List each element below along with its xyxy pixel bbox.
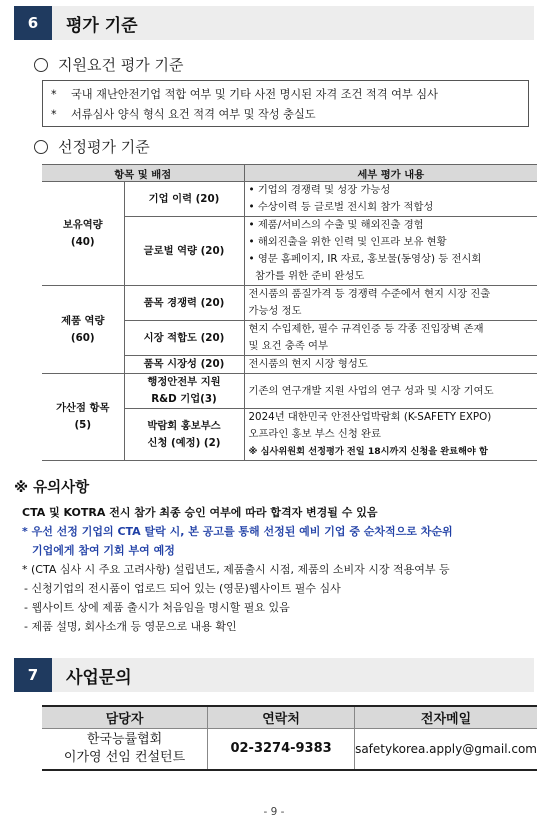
section-number: 6 — [14, 6, 52, 40]
detail-line: • 수상이력 등 글로벌 전시회 참가 적합성 — [248, 201, 434, 213]
caution-line: * 우선 선정 기업의 CTA 탈락 시, 본 공고를 통해 선정된 예비 기업 중 순차적으로 차순위 — [22, 525, 453, 538]
note-line — [51, 104, 522, 124]
group-name: 제품 역량 — [61, 314, 105, 327]
detail-line: 전시품의 품질가격 등 경쟁력 수준에서 현지 시장 진출 — [248, 288, 491, 300]
note-text: 국내 재난안전기업 적합 여부 및 기타 사전 명시된 자격 조건 적격 여부 심사 — [71, 88, 438, 101]
caution-line: - 제품 설명, 회사소개 등 영문으로 내용 확인 — [24, 620, 237, 633]
circle-bullet-icon — [34, 58, 48, 72]
detail-cell — [244, 182, 537, 217]
header-detail: 세부 평가 내용 — [244, 165, 537, 182]
group-name: 보유역량 — [62, 218, 103, 231]
caution-line: - 웹사이트 상에 제품 출시가 처음임을 명시할 필요 있음 — [24, 601, 290, 614]
asterisk-marker: * — [51, 107, 57, 121]
detail-line: 및 요건 충족 여부 — [248, 340, 328, 352]
group-cell — [42, 182, 124, 286]
header-person: 담당자 — [42, 706, 208, 728]
contact-table — [42, 705, 537, 771]
item-cell — [124, 409, 244, 461]
group-score: (60) — [70, 331, 95, 344]
header-category: 항목 및 배점 — [42, 165, 244, 182]
subheading-text: 지원요건 평가 기준 — [58, 56, 184, 74]
email-address[interactable]: safetykorea.apply@gmail.com — [355, 728, 537, 770]
subheading-eligibility — [34, 54, 183, 75]
detail-line: 참가를 위한 준비 완성도 — [248, 270, 365, 282]
contact-header-row — [42, 706, 537, 728]
table-header-row — [42, 165, 537, 182]
detail-cell — [244, 321, 537, 356]
detail-line: • 영문 홈페이지, IR 자료, 홍보물(동영상) 등 전시회 — [248, 253, 482, 265]
contact-person-cell — [42, 728, 208, 770]
item-cell: 품목 시장성 (20) — [124, 356, 244, 374]
group-cell — [42, 286, 124, 374]
group-score: (40) — [70, 235, 95, 248]
section-title: 사업문의 — [66, 667, 132, 688]
eligibility-note-box — [42, 80, 529, 127]
caution-line: * (CTA 심사 시 주요 고려사항) 설립년도, 제품출시 시점, 제품의 소비자 시장 적용여부 등 — [22, 563, 450, 576]
caution-line: CTA 및 KOTRA 전시 참가 최종 승인 여부에 따라 합격자 변경될 수 있음 — [22, 506, 378, 519]
table-row — [42, 182, 537, 217]
evaluation-criteria-table — [42, 164, 537, 461]
detail-line: 현지 수입제한, 필수 규격인증 등 각종 진입장벽 존재 — [248, 323, 484, 335]
contact-row — [42, 728, 537, 770]
item-cell: 품목 경쟁력 (20) — [124, 286, 244, 321]
detail-cell — [244, 356, 537, 374]
subheading-selection — [34, 136, 150, 157]
item-line: 행정안전부 지원 — [147, 376, 221, 388]
subheading-text: 선정평가 기준 — [58, 138, 150, 156]
circle-bullet-icon — [34, 140, 48, 154]
item-cell: 글로벌 역량 (20) — [124, 217, 244, 286]
item-line: R&D 기업(3) — [151, 393, 217, 405]
detail-line: 전시품의 현지 시장 형성도 — [248, 358, 368, 370]
group-name: 가산점 항목 — [56, 402, 110, 414]
detail-cell — [244, 374, 537, 409]
caution-title: ※ 유의사항 — [14, 480, 90, 496]
detail-cell — [244, 217, 537, 286]
item-cell: 기업 이력 (20) — [124, 182, 244, 217]
page-number: - 9 - — [263, 806, 285, 818]
section-number: 7 — [14, 658, 52, 692]
item-line: 박람회 홍보부스 — [147, 419, 221, 432]
detail-line: 2024년 대한민국 안전산업박람회 (K-SAFETY EXPO) — [248, 411, 492, 423]
asterisk-marker: * — [51, 87, 57, 101]
item-cell — [124, 374, 244, 409]
item-cell: 시장 적합도 (20) — [124, 321, 244, 356]
detail-note: ※ 심사위원회 선정평가 전일 18시까지 신청을 완료해야 함 — [248, 446, 488, 457]
detail-line: • 해외진출을 위한 인력 및 인프라 보유 현황 — [248, 236, 447, 248]
phone-number: 02-3274-9383 — [208, 728, 355, 770]
detail-line: • 기업의 경쟁력 및 성장 가능성 — [248, 184, 391, 196]
section-header-6 — [14, 6, 534, 40]
header-email: 전자메일 — [355, 706, 537, 728]
caution-section — [14, 476, 534, 636]
detail-line: 가능성 정도 — [248, 305, 302, 317]
detail-line: 기존의 연구개발 지원 사업의 연구 성과 및 시장 기여도 — [248, 384, 494, 397]
note-line — [51, 84, 522, 104]
detail-line: 오프라인 홍보 부스 신청 완료 — [248, 428, 381, 440]
caution-line: - 신청기업의 전시품이 업로드 되어 있는 (영문)웹사이트 필수 심사 — [24, 582, 341, 595]
table-row — [42, 286, 537, 321]
detail-cell — [244, 409, 537, 461]
note-text: 서류심사 양식 형식 요건 적격 여부 및 작성 충실도 — [71, 108, 316, 121]
table-row — [42, 374, 537, 409]
group-score: (5) — [74, 419, 92, 431]
caution-line: 기업에게 참여 기회 부여 예정 — [32, 544, 175, 557]
section-title: 평가 기준 — [66, 15, 138, 36]
organization-name: 한국능률협회 — [86, 731, 163, 747]
item-line: 신청 (예정) (2) — [147, 436, 221, 449]
section-header-7 — [14, 658, 534, 692]
group-cell — [42, 374, 124, 461]
header-phone: 연락처 — [208, 706, 355, 728]
detail-line: • 제품/서비스의 수출 및 해외진출 경험 — [248, 219, 424, 231]
person-name: 이가영 선임 컨설턴트 — [63, 749, 186, 765]
detail-cell — [244, 286, 537, 321]
